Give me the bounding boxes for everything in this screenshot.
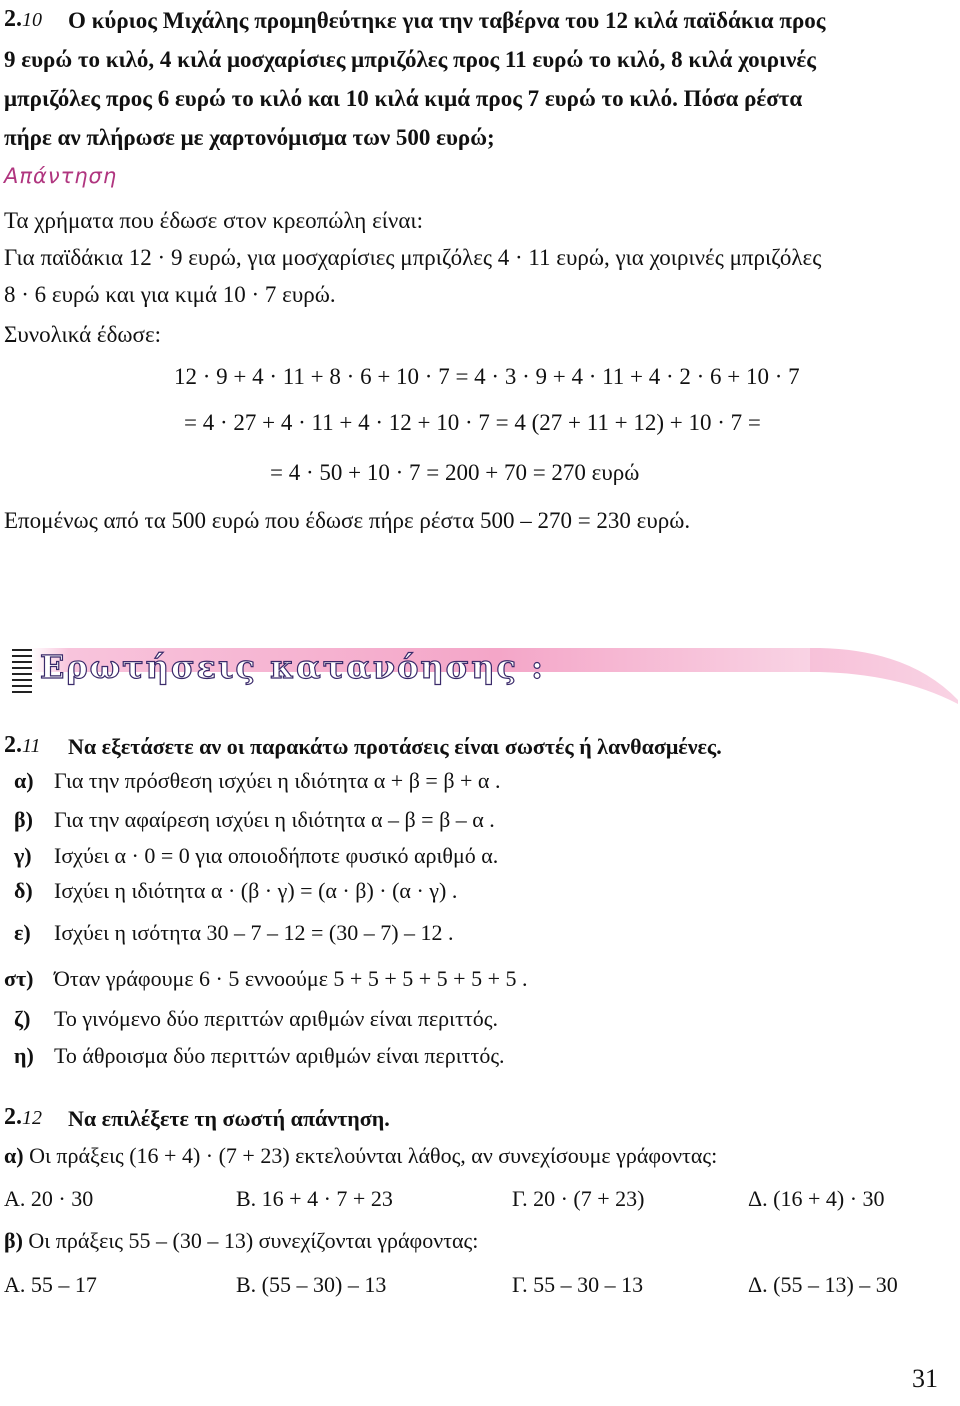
equation-line: = 4 · 27 + 4 · 11 + 4 · 12 + 10 · 7 = 4 (27 + 11 + 12) + 10 · 7 = [184,410,761,435]
problem-text-line: 9 ευρώ το κιλό, 4 κιλά μοσχαρίσιες μπριζόλες προς 11 ευρώ το κιλό, 8 κιλά χοιρινές [4,47,816,72]
list-item: ε) Ισχύει η ισότητα 30 – 7 – 12 = (30 – 7) – 12 . [14,920,454,945]
question-b: β) Οι πράξεις 55 – (30 – 13) συνεχίζονται γράφοντας: [4,1228,479,1253]
problem-text-line: πήρε αν πλήρωσε με χαρτονόμισμα των 500 ευρώ; [4,125,495,150]
option-b[interactable]: Β. (55 – 30) – 13 [236,1272,387,1297]
banner-title: Ερωτήσεις κατανόησης : [40,648,545,686]
option-a[interactable]: Α. 20 · 30 [4,1186,94,1211]
option-a[interactable]: Α. 55 – 17 [4,1272,97,1297]
answer-text: 8 · 6 ευρώ και για κιμά 10 · 7 ευρώ. [4,282,336,307]
list-item: δ) Ισχύει η ιδιότητα α · (β · γ) = (α · β) · (α · γ) . [14,878,458,903]
option-c[interactable]: Γ. 55 – 30 – 13 [512,1272,644,1297]
question-a: α) Οι πράξεις (16 + 4) · (7 + 23) εκτελούνται λάθος, αν συνεχίσουμε γράφοντας: [4,1143,718,1168]
problem-text-line: μπριζόλες προς 6 ευρώ το κιλό και 10 κιλά κιμά προς 7 ευρώ το κιλό. Πόσα ρέστα [4,86,803,111]
problem-title: Να εξετάσετε αν οι παρακάτω προτάσεις είναι σωστές ή λανθασμένες. [68,734,722,759]
equation-line: = 4 · 50 + 10 · 7 = 200 + 70 = 270 ευρώ [270,460,640,485]
list-item: η) Το άθροισμα δύο περιττών αριθμών είναι περιττός. [14,1043,505,1068]
section-banner [0,638,960,710]
problem-number: 2.10 [4,6,42,32]
option-c[interactable]: Γ. 20 · (7 + 23) [512,1186,645,1211]
problem-text-line: Ο κύριος Μιχάλης προμηθεύτηκε για την ταβέρνα του 12 κιλά παϊδάκια προς [68,8,826,33]
list-item: α) Για την πρόσθεση ισχύει η ιδιότητα α + β = β + α . [14,768,501,793]
option-d[interactable]: Δ. (55 – 13) – 30 [748,1272,898,1297]
list-item: ζ) Το γινόμενο δύο περιττών αριθμών είναι περιττός. [14,1006,498,1031]
answer-text: Τα χρήματα που έδωσε στον κρεοπώλη είναι: [4,208,423,233]
answer-label: Απάντηση [4,164,118,188]
list-item: γ) Ισχύει α · 0 = 0 για οποιοδήποτε φυσικό αριθμό α. [14,843,499,868]
problem-number: 2.11 [4,732,41,758]
answer-text: Για παϊδάκια 12 · 9 ευρώ, για μοσχαρίσιες μπριζόλες 4 · 11 ευρώ, για χοιρινές μπριζόλες [4,245,822,270]
equation-line: 12 · 9 + 4 · 11 + 8 · 6 + 10 · 7 = 4 · 3 · 9 + 4 · 11 + 4 · 2 · 6 + 10 · 7 [174,364,800,389]
conclusion-text: Επομένως από τα 500 ευρώ που έδωσε πήρε ρέστα 500 – 270 = 230 ευρώ. [4,508,691,533]
answer-text: Συνολικά έδωσε: [4,322,162,347]
list-lines-icon [10,644,40,708]
list-item: β) Για την αφαίρεση ισχύει η ιδιότητα α – β = β – α . [14,807,495,832]
problem-number: 2.12 [4,1104,42,1130]
list-item: στ) Όταν γράφουμε 6 · 5 εννοούμε 5 + 5 + 5 + 5 + 5 + 5 . [4,966,528,991]
option-b[interactable]: Β. 16 + 4 · 7 + 23 [236,1186,393,1211]
option-d[interactable]: Δ. (16 + 4) · 30 [748,1186,885,1211]
problem-title: Να επιλέξετε τη σωστή απάντηση. [68,1106,390,1131]
page-number: 31 [912,1364,938,1393]
